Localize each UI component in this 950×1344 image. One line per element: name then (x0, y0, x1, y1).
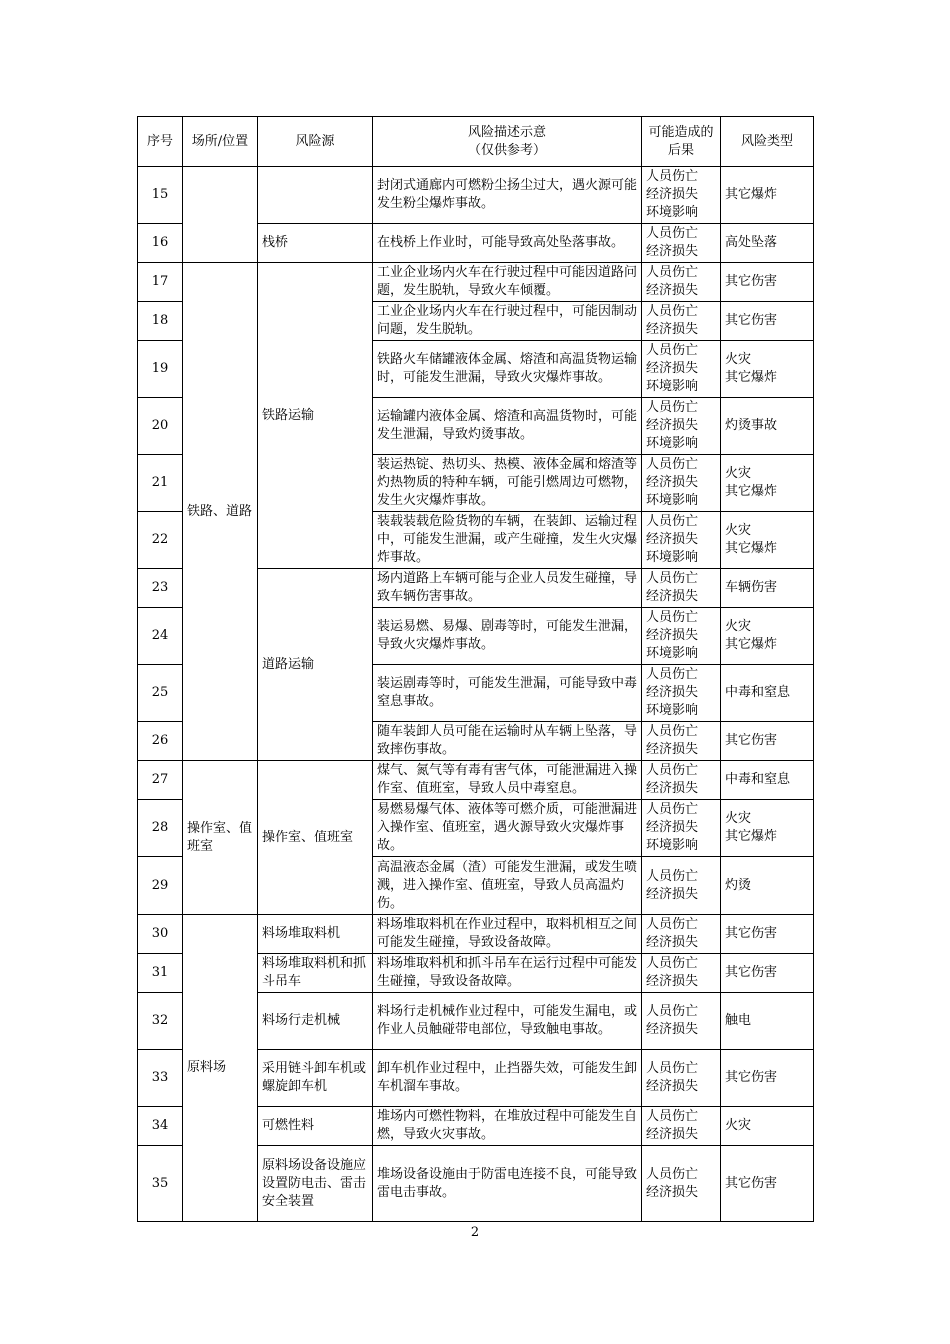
header-seq: 序号 (138, 117, 183, 167)
row-desc: 工业企业场内火车在行驶过程中，可能因制动问题，发生脱轨。 (373, 302, 642, 341)
row-desc: 卸车机作业过程中，止挡器失效，可能发生卸车机溜车事故。 (373, 1050, 642, 1107)
row-type: 灼烫 (721, 857, 814, 915)
row-no: 35 (138, 1146, 183, 1222)
row-no: 30 (138, 915, 183, 954)
row-type: 火灾 其它爆炸 (721, 800, 814, 857)
row-consequence: 人员伤亡 经济损失 (642, 722, 721, 761)
row-desc: 装运剧毒等时，可能发生泄漏，可能导致中毒窒息事故。 (373, 665, 642, 722)
row-desc: 运输罐内液体金属、熔渣和高温货物时，可能发生泄漏，导致灼烫事故。 (373, 398, 642, 455)
header-type: 风险类型 (721, 117, 814, 167)
row-type: 其它伤害 (721, 263, 814, 302)
row-desc: 随车装卸人员可能在运输时从车辆上坠落，导致摔伤事故。 (373, 722, 642, 761)
row-consequence: 人员伤亡 经济损失 环境影响 (642, 512, 721, 569)
location-railroad: 铁路、道路 (183, 263, 258, 761)
row-no: 20 (138, 398, 183, 455)
source-30: 料场堆取料机 (258, 915, 373, 954)
row-no: 22 (138, 512, 183, 569)
row-consequence: 人员伤亡 经济损失 (642, 954, 721, 993)
row-consequence: 人员伤亡 经济损失 环境影响 (642, 800, 721, 857)
header-consequence: 可能造成的后果 (642, 117, 721, 167)
row-no: 23 (138, 569, 183, 608)
row-type: 其它伤害 (721, 954, 814, 993)
row-consequence: 人员伤亡 经济损失 (642, 569, 721, 608)
row-no: 25 (138, 665, 183, 722)
header-row (138, 117, 814, 167)
header-desc-note: （仅供参考） (467, 142, 546, 158)
source-road: 道路运输 (258, 569, 373, 761)
row-desc: 堆场设备设施由于防雷电连接不良，可能导致雷电击事故。 (373, 1146, 642, 1222)
row-type: 火灾 (721, 1107, 814, 1146)
row-desc: 料场行走机械作业过程中，可能发生漏电，或作业人员触碰带电部位，导致触电事故。 (373, 993, 642, 1050)
row-consequence: 人员伤亡 经济损失 环境影响 (642, 455, 721, 512)
row-desc: 高温液态金属（渣）可能发生泄漏，或发生喷溅，进入操作室、值班室，导致人员高温灼伤。 (373, 857, 642, 915)
row-no: 21 (138, 455, 183, 512)
row-no: 18 (138, 302, 183, 341)
table-row (138, 263, 814, 302)
row-consequence: 人员伤亡 经济损失 (642, 761, 721, 800)
row-no: 26 (138, 722, 183, 761)
row-type: 其它爆炸 (721, 167, 814, 224)
row-type: 其它伤害 (721, 915, 814, 954)
source-33: 采用链斗卸车机或螺旋卸车机 (258, 1050, 373, 1107)
row-desc: 料场堆取料机和抓斗吊车在运行过程中可能发生碰撞，导致设备故障。 (373, 954, 642, 993)
row-consequence: 人员伤亡 经济损失 (642, 857, 721, 915)
row-type: 火灾 其它爆炸 (721, 608, 814, 665)
row-desc: 装载装载危险货物的车辆，在装卸、运输过程中，可能发生泄漏，或产生碰撞，发生火灾爆炸事故。 (373, 512, 642, 569)
header-location: 场所/位置 (183, 117, 258, 167)
row-no: 17 (138, 263, 183, 302)
row-consequence: 人员伤亡 经济损失 (642, 993, 721, 1050)
location-cell-blank (183, 167, 258, 263)
header-source: 风险源 (258, 117, 373, 167)
row-type: 其它伤害 (721, 302, 814, 341)
row-desc: 工业企业场内火车在行驶过程中可能因道路问题，发生脱轨，导致火车倾覆。 (373, 263, 642, 302)
row-consequence: 人员伤亡 经济损失 环境影响 (642, 341, 721, 398)
source-control: 操作室、值班室 (258, 761, 373, 915)
row-type: 高处坠落 (721, 224, 814, 263)
table-row (138, 761, 814, 800)
header-desc-title: 风险描述示意 (467, 124, 546, 140)
row-no: 27 (138, 761, 183, 800)
row-type: 火灾 其它爆炸 (721, 512, 814, 569)
row-no: 29 (138, 857, 183, 915)
row-desc: 煤气、氮气等有毒有害气体，可能泄漏进入操作室、值班室，导致人员中毒窒息。 (373, 761, 642, 800)
page-number: 2 (470, 1225, 480, 1240)
row-consequence: 人员伤亡 经济损失 环境影响 (642, 167, 721, 224)
row-desc: 场内道路上车辆可能与企业人员发生碰撞，导致车辆伤害事故。 (373, 569, 642, 608)
row-no: 24 (138, 608, 183, 665)
row-desc: 料场堆取料机在作业过程中，取料机相互之间可能发生碰撞，导致设备故障。 (373, 915, 642, 954)
row-no: 32 (138, 993, 183, 1050)
source-34: 可燃性料 (258, 1107, 373, 1146)
row-type: 中毒和窒息 (721, 665, 814, 722)
row-no: 31 (138, 954, 183, 993)
row-consequence: 人员伤亡 经济损失 (642, 302, 721, 341)
row-consequence: 人员伤亡 经济损失 (642, 1146, 721, 1222)
row-consequence: 人员伤亡 经济损失 (642, 263, 721, 302)
row-type: 其它伤害 (721, 722, 814, 761)
row-type: 其它伤害 (721, 1146, 814, 1222)
row-consequence: 人员伤亡 经济损失 (642, 224, 721, 263)
row-no: 15 (138, 167, 183, 224)
row-consequence: 人员伤亡 经济损失 环境影响 (642, 398, 721, 455)
source-35: 原料场设备设施应设置防电击、雷击安全装置 (258, 1146, 373, 1222)
row-type: 其它伤害 (721, 1050, 814, 1107)
source-32: 料场行走机械 (258, 993, 373, 1050)
row-desc: 封闭式通廊内可燃粉尘扬尘过大，遇火源可能发生粉尘爆炸事故。 (373, 167, 642, 224)
row-no: 16 (138, 224, 183, 263)
row-type: 中毒和窒息 (721, 761, 814, 800)
row-consequence: 人员伤亡 经济损失 (642, 1107, 721, 1146)
row-desc: 在栈桥上作业时，可能导致高处坠落事故。 (373, 224, 642, 263)
location-control-room: 操作室、值班室 (183, 761, 258, 915)
row-no: 34 (138, 1107, 183, 1146)
source-cell-blank (258, 167, 373, 224)
row-no: 19 (138, 341, 183, 398)
row-type: 火灾 其它爆炸 (721, 341, 814, 398)
row-desc: 装运热锭、热切头、热模、液体金属和熔渣等灼热物质的特种车辆，可能引燃周边可燃物，发生火灾爆炸事故。 (373, 455, 642, 512)
location-raw-yard: 原料场 (183, 915, 258, 1222)
row-desc: 易燃易爆气体、液体等可燃介质，可能泄漏进入操作室、值班室，遇火源导致火灾爆炸事故。 (373, 800, 642, 857)
row-no: 33 (138, 1050, 183, 1107)
row-consequence: 人员伤亡 经济损失 环境影响 (642, 665, 721, 722)
row-desc: 装运易燃、易爆、剧毒等时，可能发生泄漏，导致火灾爆炸事故。 (373, 608, 642, 665)
header-desc (373, 117, 642, 167)
row-desc: 铁路火车储罐液体金属、熔渣和高温货物运输时，可能发生泄漏，导致火灾爆炸事故。 (373, 341, 642, 398)
table-row (138, 167, 814, 224)
row-consequence: 人员伤亡 经济损失 (642, 915, 721, 954)
row-type: 火灾 其它爆炸 (721, 455, 814, 512)
row-no: 28 (138, 800, 183, 857)
row-desc: 堆场内可燃性物料，在堆放过程中可能发生自燃，导致火灾事故。 (373, 1107, 642, 1146)
risk-table (137, 116, 814, 1222)
source-31: 料场堆取料机和抓斗吊车 (258, 954, 373, 993)
source-trestle: 栈桥 (258, 224, 373, 263)
source-rail: 铁路运输 (258, 263, 373, 569)
row-consequence: 人员伤亡 经济损失 环境影响 (642, 608, 721, 665)
row-consequence: 人员伤亡 经济损失 (642, 1050, 721, 1107)
row-type: 车辆伤害 (721, 569, 814, 608)
table-row (138, 915, 814, 954)
row-type: 触电 (721, 993, 814, 1050)
row-type: 灼烫事故 (721, 398, 814, 455)
